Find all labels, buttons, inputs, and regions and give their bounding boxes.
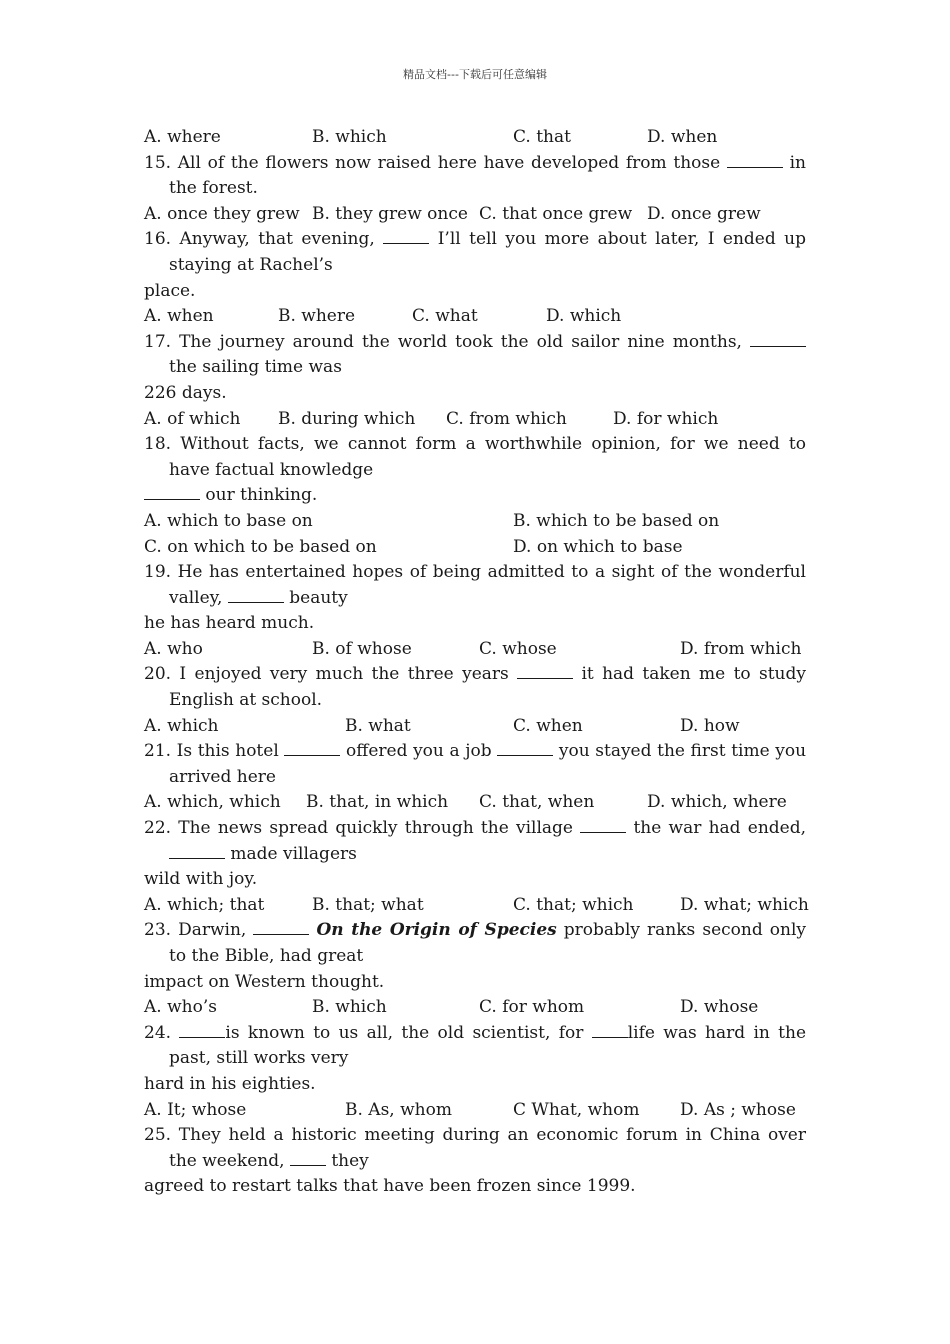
q22-options [144,893,809,919]
q23-option-c: C. for whom [479,997,585,1018]
q23-option-a: A. who’s [144,997,217,1018]
q14-option-a: A. where [144,127,221,147]
q20-option-d: D. how [680,715,740,736]
q23-options [144,995,806,1021]
answer-blank [580,817,626,833]
question-19-continuation: he has heard much. [144,613,315,634]
q24-option-c: C What, whom [513,1099,640,1120]
q20-options [144,714,806,740]
question-17: 17. The journey around the world took the old sailor nine months, the sailing time was [144,330,806,381]
question-23-continuation: impact on Western thought. [144,971,385,992]
question-23: 23. Darwin, On the Origin of Species probably ranks second only to the Bible, had great [144,920,806,966]
q18-option-d: D. on which to base [513,536,683,557]
q19-options [144,637,806,663]
q21-option-b: B. that, in which [306,792,449,813]
answer-blank [750,331,806,347]
q19-option-d: D. from which [680,638,802,659]
q24-option-a: A. It; whose [144,1099,247,1120]
q15-option-b: B. they grew once [312,203,468,224]
q18-options-row-1 [144,509,806,535]
answer-blank [228,587,284,603]
question-list [144,125,809,1200]
question-22: 22. The news spread quickly through the village the war had ended, made villagers [144,818,806,864]
question-25-continuation: agreed to restart talks that have been frozen since 1999. [144,1176,636,1197]
question-17-continuation: 226 days. [144,382,227,403]
answer-blank [290,1150,326,1166]
q21-option-c: C. that, when [479,792,595,813]
question-16: 16. Anyway, that evening, I’ll tell you more about later, I ended up staying at Rachel’s [144,229,807,275]
answer-blank [517,663,573,679]
question-18-continuation: our thinking. [144,483,806,509]
q20-option-c: C. when [513,715,583,736]
question-25: 25. They held a historic meeting during an economic forum in China over the weekend, they [144,1125,806,1171]
answer-blank [179,1022,225,1038]
answer-blank [383,228,429,244]
question-21: 21. Is this hotel offered you a job you stayed the first time you arrived here [144,741,807,787]
q22-option-c: C. that; which [513,894,634,915]
q18-options-row-2 [144,535,806,561]
question-24: 24. is known to us all, the old scientist, for life was hard in the past, still works very [144,1022,807,1069]
q20-option-a: A. which [144,715,219,736]
question-24-continuation: hard in his eighties. [144,1073,316,1094]
q21-options [144,790,806,816]
question-22-continuation: wild with joy. [144,869,258,890]
book-title: On the Origin of Species [316,920,557,941]
q14-option-d: D. when [647,127,718,147]
question-15: 15. All of the flowers now raised here have developed from those in the forest. [144,152,806,199]
q16-options [144,304,806,330]
q14-option-b: B. which [312,127,387,147]
answer-blank [592,1022,628,1038]
q14-option-c: C. that [513,127,571,147]
q14-options [144,125,806,151]
q21-option-a: A. which, which [144,792,281,813]
q15-options [144,202,806,228]
q19-option-a: A. who [144,638,203,659]
q16-option-d: D. which [546,306,622,327]
q18-option-a: A. which to base on [144,510,313,531]
q19-option-b: B. of whose [312,638,412,659]
q17-option-a: A. of which [144,408,241,429]
answer-blank [144,484,200,500]
answer-blank [727,152,783,168]
q17-option-b: B. during which [278,408,416,429]
q22-option-a: A. which; that [144,894,265,915]
q23-option-d: D. whose [680,997,759,1018]
q24-option-b: B. As, whom [345,1099,452,1120]
q17-option-d: D. for which [613,408,719,429]
q17-options [144,407,806,433]
q18-option-b: B. which to be based on [513,510,720,531]
q17-option-c: C. from which [446,408,567,429]
question-20: 20. I enjoyed very much the three years it had taken me to study English at school. [144,664,806,711]
q21-option-d: D. which, where [647,792,787,813]
q16-option-b: B. where [278,306,356,327]
q16-option-a: A. when [144,306,214,327]
q15-option-d: D. once grew [647,203,761,224]
answer-blank [169,843,225,859]
q24-option-d: D. As ; whose [680,1099,796,1120]
question-18: 18. Without facts, we cannot form a worthwhile opinion, for we need to have factual knowledge [144,434,806,480]
question-19: 19. He has entertained hopes of being admitted to a sight of the wonderful valley, beauty [144,562,806,608]
page-header: 精品文档---下载后可任意编辑 [403,68,547,81]
question-16-continuation: place. [144,280,196,301]
q16-option-c: C. what [412,306,478,327]
q23-option-b: B. which [312,997,387,1018]
answer-blank [253,919,309,935]
q18-option-c: C. on which to be based on [144,536,377,557]
q22-option-b: B. that; what [312,894,424,915]
q22-option-d: D. what; which [680,894,809,915]
q20-option-b: B. what [345,715,411,736]
q15-option-a: A. once they grew [144,203,300,224]
q19-option-c: C. whose [479,638,557,659]
answer-blank [497,740,553,756]
answer-blank [284,740,340,756]
q24-options [144,1098,806,1124]
q15-option-c: C. that once grew [479,203,633,224]
